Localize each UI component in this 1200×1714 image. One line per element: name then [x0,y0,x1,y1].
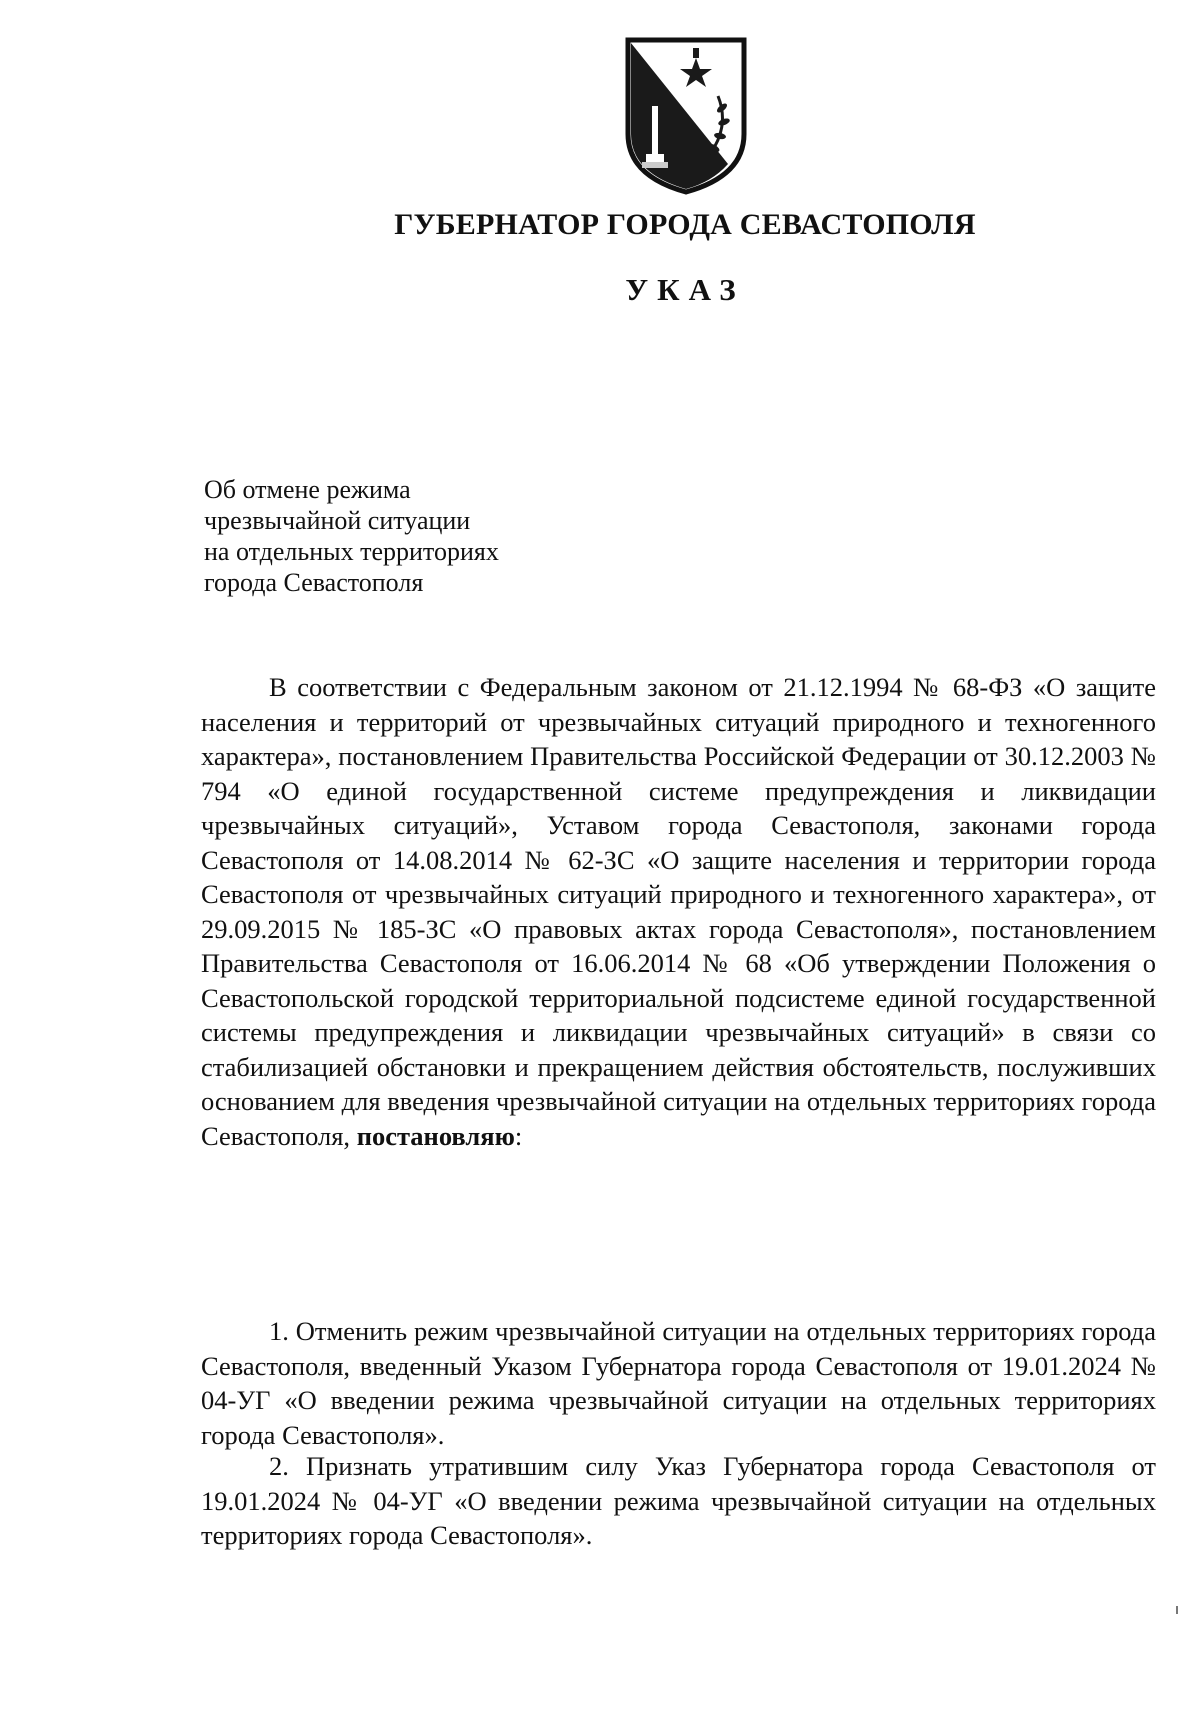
preamble-text: В соответствии с Федеральным законом от 21.12.1994 № 68-ФЗ «О защите населения и территорий от чрезвычайных ситуаций природного и техногенного характера», постановлением Правительства Российской Федерации от 30.12.2003 № 794 «О единой государственной системе предупреждения и ликвидации чрезвычайных ситуаций», Уставом города Севастополя, законами города Севастополя от 14.08.2014 № 62-ЗС «О защите населения и территории города Севастополя от чрезвычайных ситуаций природного и техногенного характера», от 29.09.2015 № 185-ЗС «О правовых актах города Севастополя», постановлением Правительства Севастополя от 16.06.2014 № 68 «Об утверждении Положения о Севастопольской городской территориальной подсистеме единой государственной системы предупреждения и ликвидации чрезвычайных ситуаций» в связи со стабилизацией обстановки и прекращением действия обстоятельств, послуживших основанием для введения чрезвычайной ситуации на отдельных территориях города Севастополя, [201,672,1156,1151]
subject-line: на отдельных территориях [204,537,499,566]
subject-line: чрезвычайной ситуации [204,506,471,535]
organization-title: ГУБЕРНАТОР ГОРОДА СЕВАСТОПОЛЯ [394,208,976,241]
preamble-paragraph [201,670,1156,1153]
coat-of-arms-icon [622,36,750,196]
subject-line: Об отмене режима [204,475,411,504]
resolution-word: постановляю [356,1120,515,1151]
item-text: 2. Признать утратившим силу Указ Губернатора города Севастополя от 19.01.2024 № 04-УГ «О введении режима чрезвычайной ситуации на отдельных территориях города Севастополя». [201,1451,1156,1550]
resolution-punct: : [514,1120,523,1151]
subject-line: города Севастополя [204,568,424,597]
item-text: 1. Отменить режим чрезвычайной ситуации на отдельных территориях города Севастополя, введенный Указом Губернатора города Севастополя от 19.01.2024 № 04-УГ «О введении режима чрезвычайной ситуации на отдельных территориях города Севастополя». [201,1316,1156,1450]
resolution-item [201,1449,1156,1553]
document-subject [204,474,499,598]
resolution-item [201,1314,1156,1452]
document-type: УКАЗ [625,272,745,307]
scan-artifact [1176,1606,1178,1614]
